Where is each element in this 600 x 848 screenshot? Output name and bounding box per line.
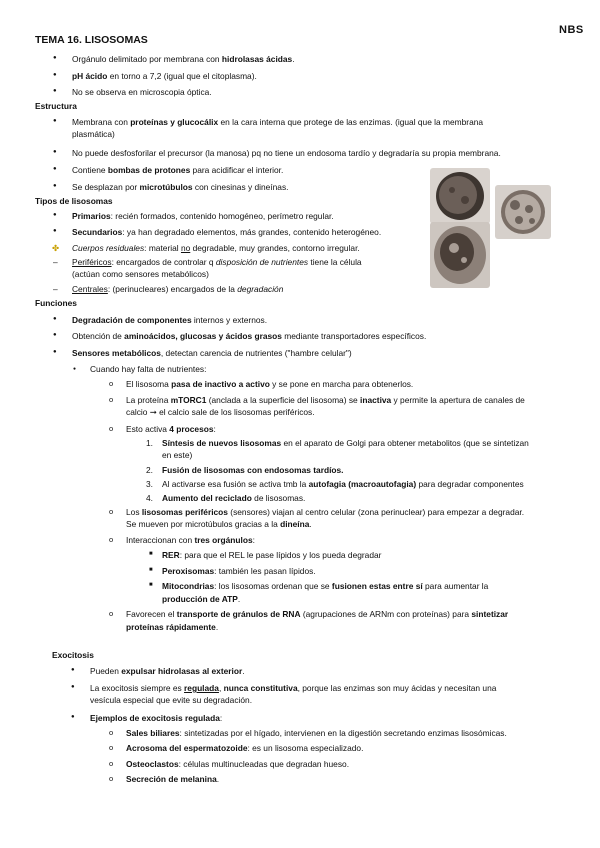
list-item <box>72 54 295 65</box>
list-item <box>72 211 334 222</box>
text-run: proteínas rápidamente <box>126 622 216 632</box>
text-run: Cuando hay falta de nutrientes: <box>90 364 207 374</box>
text-run: fusionen estas entre sí <box>331 581 423 591</box>
text-run: : recién formados, contenido homogéneo, perímetro regular. <box>110 211 334 221</box>
text-run: Acrosoma del espermatozoide <box>126 743 248 753</box>
text-run: en la cara interna que protege de las enzimas. (igual que la membrana <box>218 117 484 127</box>
text-run: microtúbulos <box>139 182 193 192</box>
text-run: no <box>180 243 191 253</box>
text-run: Al activarse esa fusión se activa tmb la <box>162 479 309 489</box>
list-item <box>72 227 381 238</box>
list-item <box>126 395 525 406</box>
text-run: No se observa en microscopia óptica. <box>72 87 212 97</box>
list-item <box>126 507 524 518</box>
list-number: 2. <box>146 465 153 475</box>
list-item-continuation: plasmática) <box>72 129 115 139</box>
text-run: Pueden <box>90 666 122 676</box>
text-run: Secundarios <box>72 227 123 237</box>
list-item <box>126 728 507 739</box>
text-run: Secreción de melanina <box>126 774 217 784</box>
text-run: pasa de inactivo a activo <box>171 379 270 389</box>
text-run: para aumentar la <box>422 581 489 591</box>
text-run: No puede desfosforilar el precursor (la manosa) pq no tiene un endosoma tardío y degradaría su propia membrana. <box>72 148 501 158</box>
text-run: degradable, muy grandes, contorno irregular. <box>190 243 360 253</box>
list-item <box>90 364 206 375</box>
text-run: : material <box>144 243 181 253</box>
text-run: , detectan carencia de nutrientes ("hambre celular") <box>160 348 352 358</box>
text-run: degradación <box>237 284 284 294</box>
text-run: internos y externos. <box>191 315 268 325</box>
list-item <box>126 424 216 435</box>
text-run: en torno a 7,2 (igual que el citoplasma). <box>107 71 257 81</box>
text-run: . <box>216 774 220 784</box>
text-run: Ejemplos de exocitosis regulada <box>90 713 220 723</box>
text-run: en el aparato de Golgi para obtener metabolitos (que se sintetizan <box>281 438 529 448</box>
text-run: y permite la apertura de canales de <box>391 395 525 405</box>
micrograph-residual <box>430 222 490 288</box>
list-item <box>90 713 222 724</box>
text-run: Síntesis de nuevos lisosomas <box>162 438 282 448</box>
text-run: con cinesinas y dineínas. <box>192 182 289 192</box>
text-run: Fusión de lisosomas con endosomas tardíos. <box>162 465 344 475</box>
list-item <box>90 683 496 694</box>
text-run: Orgánulo delimitado por membrana con <box>72 54 222 64</box>
text-run: hidrolasas ácidas <box>221 54 293 64</box>
text-run: Cuerpos residuales <box>72 243 145 253</box>
list-item <box>162 566 316 577</box>
text-run: transporte de gránulos de RNA <box>176 609 301 619</box>
text-run: Centrales <box>72 284 108 294</box>
list-item-continuation: calcio ➞ el calcio sale de los lisosomas periféricos. <box>126 407 315 417</box>
text-run: Obtención de <box>72 331 125 341</box>
text-run: nunca constitutiva <box>223 683 298 693</box>
text-run: Contiene <box>72 165 108 175</box>
list-item <box>126 759 349 770</box>
list-item <box>72 148 501 159</box>
text-run: Primarios <box>72 211 111 221</box>
list-item <box>72 71 257 82</box>
list-item <box>146 438 529 449</box>
list-item <box>162 550 381 561</box>
text-run: : también les pasan lípidos. <box>214 566 316 576</box>
text-run: Osteoclastos <box>126 759 179 769</box>
list-item <box>126 774 219 785</box>
text-run: Aumento del reciclado <box>162 493 252 503</box>
text-run: : sintetizadas por el hígado, intervienen en la digestión secretando enzimas lisosómicas. <box>179 728 507 738</box>
text-run: : <box>213 424 216 434</box>
list-item-continuation <box>126 622 218 633</box>
text-run: , porque las enzimas son muy ácidas y necesitan una <box>297 683 497 693</box>
text-run: : <box>219 713 223 723</box>
list-item <box>126 609 508 620</box>
list-item <box>72 348 352 359</box>
text-run: regulada <box>184 683 219 693</box>
text-run: : es un lisosoma especializado. <box>247 743 364 753</box>
list-item <box>126 743 363 754</box>
text-run: y se pone en marcha para obtenerlos. <box>269 379 414 389</box>
text-run: RER <box>162 550 180 560</box>
list-item <box>126 535 255 546</box>
list-item-continuation <box>126 519 312 530</box>
text-run: (anclada a la superficie del lisosoma) se <box>206 395 361 405</box>
list-item <box>126 379 413 390</box>
text-run: expulsar hidrolasas al exterior <box>121 666 243 676</box>
list-item-continuation <box>162 594 240 605</box>
text-run: Favorecen el <box>126 609 177 619</box>
text-run: La proteína <box>126 395 171 405</box>
list-item <box>146 465 344 476</box>
text-run: mediante transportadores específicos. <box>281 331 427 341</box>
text-run: tres orgánulos <box>194 535 253 545</box>
list-number: 1. <box>146 438 153 448</box>
text-run: mTORC1 <box>170 395 207 405</box>
list-item <box>162 581 488 592</box>
list-item <box>72 87 212 98</box>
text-run: aminoácidos, glucosas y ácidos grasos <box>124 331 282 341</box>
section-heading-exocitosis: Exocitosis <box>52 650 94 660</box>
text-run: pH ácido <box>72 71 108 81</box>
text-run: Sensores metabólicos <box>72 348 161 358</box>
text-run: Degradación de componentes <box>72 315 192 325</box>
list-item-continuation: en este) <box>162 450 193 460</box>
text-run: : células multinucleadas que degradan hueso. <box>178 759 350 769</box>
text-run: : encargados de controlar q <box>111 257 216 267</box>
text-run: (agrupaciones de ARNm con proteínas) para <box>300 609 472 619</box>
list-item <box>72 257 362 268</box>
text-run: El lisosoma <box>126 379 172 389</box>
page-title: TEMA 16. LISOSOMAS <box>35 34 148 46</box>
section-heading-funciones: Funciones <box>35 298 77 308</box>
text-run: para degradar componentes <box>416 479 524 489</box>
text-run: tiene la célula <box>308 257 362 267</box>
text-run: Esto activa <box>126 424 170 434</box>
text-run: Sales biliares <box>126 728 180 738</box>
section-heading-tipos: Tipos de lisosomas <box>35 196 113 206</box>
text-run: Interaccionan con <box>126 535 195 545</box>
text-run: sintetizar <box>471 609 509 619</box>
text-run: producción de ATP <box>162 594 238 604</box>
text-run: Los <box>126 507 142 517</box>
text-run: , <box>218 683 224 693</box>
star-bullet-icon: ✤ <box>52 243 60 253</box>
text-run: : (perinucleares) encargados de la <box>107 284 238 294</box>
text-run: . <box>237 594 241 604</box>
list-item <box>90 666 245 677</box>
text-run: Membrana con <box>72 117 131 127</box>
header-tag: NBS <box>559 24 584 36</box>
list-item <box>146 493 306 504</box>
text-run: : <box>252 535 255 545</box>
text-run: La exocitosis siempre es <box>90 683 185 693</box>
text-run: Se desplazan por <box>72 182 140 192</box>
list-number: 4. <box>146 493 153 503</box>
list-item <box>72 315 267 326</box>
list-item <box>72 165 283 176</box>
text-run: lisosomas periféricos <box>141 507 228 517</box>
text-run: autofagia (macroautofagia) <box>308 479 417 489</box>
text-run: : los lisosomas ordenan que se <box>214 581 332 591</box>
text-run: 4 procesos <box>169 424 214 434</box>
list-item <box>72 182 288 193</box>
list-item <box>72 284 283 295</box>
text-run: Peroxisomas <box>162 566 215 576</box>
list-item <box>52 243 360 254</box>
text-run: . <box>242 666 245 676</box>
list-item <box>72 117 483 128</box>
text-run: . <box>215 622 219 632</box>
text-run: : ya han degradado elementos, más grandes, contenido heterogéneo. <box>122 227 382 237</box>
text-run: inactiva <box>360 395 392 405</box>
text-run: : para que el REL le pase lípidos y los pueda degradar <box>179 550 382 560</box>
text-run: . <box>292 54 295 64</box>
text-run: Se mueven por microtúbulos gracias a la <box>126 519 281 529</box>
text-run: bombas de protones <box>107 165 191 175</box>
text-run: Periféricos <box>72 257 112 267</box>
text-run: dineína <box>280 519 310 529</box>
list-item-continuation: vesícula especial que evite su degradación. <box>90 695 253 705</box>
text-run: de lisosomas. <box>251 493 306 503</box>
text-run: . <box>309 519 312 529</box>
text-run: Mitocondrias <box>162 581 215 591</box>
list-number: 3. <box>146 479 153 489</box>
text-run: disposición de nutrientes <box>215 257 309 267</box>
micrograph-primary <box>430 168 490 224</box>
text-run: para acidificar el interior. <box>190 165 284 175</box>
text-run: proteínas y glucocálix <box>130 117 219 127</box>
list-item <box>146 479 524 490</box>
list-item <box>72 331 426 342</box>
section-heading-estructura: Estructura <box>35 101 77 111</box>
micrograph-secondary <box>495 185 551 239</box>
text-run: (sensores) viajan al centro celular (zona perinuclear) para empezar a degradar. <box>227 507 525 517</box>
list-item-continuation: (actúan como sensores metabólicos) <box>72 269 209 279</box>
